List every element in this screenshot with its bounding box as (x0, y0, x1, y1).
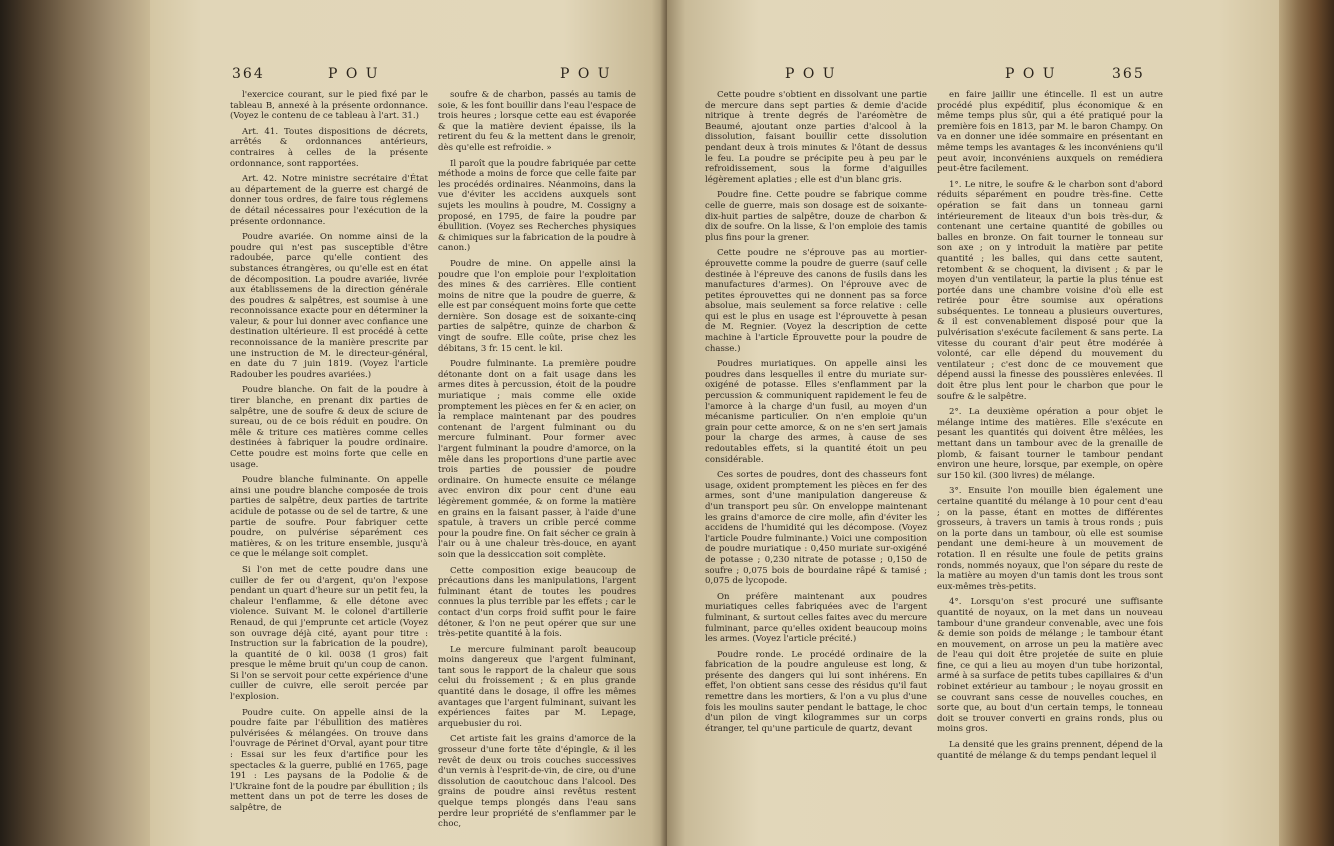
paragraph: Poudre blanche. On fait de la poudre à tirer blanche, en prenant dix parties de salpêtre, une de soufre & deux de sciure de sureau, ou de ce bois réduit en poudre. On mêle & triture ces matières comme celles destinées à fabriquer la poudre ordinaire. Cette poudre est moins forte que celle en usage. (230, 385, 428, 470)
paragraph: l'exercice courant, sur le pied fixé par le tableau B, annexé à la présente ordonnance. (Voyez le contenu de ce tableau à l'art. 31.) (230, 90, 428, 122)
paragraph: 2°. La deuxième opération a pour objet le mélange intime des matières. Elle s'exécute en pesant les quantités qui doivent être mêlées, les mettant dans un tambour avec de la grenaille de plomb, & faisant tourner le tambour pendant environ une heure, lorsque, par exemple, on opère sur 150 kil. (300 livres) de mélange. (937, 407, 1163, 481)
paragraph: Poudre avariée. On nomme ainsi de la poudre qui n'est pas susceptible d'être radoubée, parce qu'elle contient des substances étrangères, ou qu'elle est en état de décomposition. La poudre avariée, livrée aux établissemens de la direction générale des poudres & salpêtres, est soumise à une reconnoissance exacte pour en déterminer la valeur, & pour lui donner avec confiance une destination ultérieure. Il est procédé à cette reconnoissance de la manière prescrite par une instruction de M. le directeur-général, en date du 7 juin 1819. (Voyez l'article Radouber les poudres avariées.) (230, 232, 428, 380)
left-page-stack (0, 0, 150, 846)
left-column-2 (438, 90, 636, 830)
paragraph: Poudre fine. Cette poudre se fabrique comme celle de guerre, mais son dosage est de soixante-dix-huit parties de salpêtre, douze de charbon & dix de soufre. On la lisse, & l'on emploie des tamis plus fins pour la grener. (705, 190, 927, 243)
paragraph: Cette composition exige beaucoup de précautions dans les manipulations, l'argent fulminant étant de toutes les poudres connues la plus terrible par les effets ; car le contact d'un corps froid suffit pour le faire détoner, & l'on ne peut opérer que sur une très-petite quantité à la fois. (438, 565, 636, 640)
left-page-number: 364 (232, 66, 265, 82)
right-page (667, 0, 1279, 846)
left-column-1 (230, 90, 428, 814)
paragraph: 4°. Lorsqu'on s'est procuré une suffisante quantité de noyaux, on la met dans un nouveau tambour d'une grandeur convenable, avec une fois & demie son poids de mélange ; le tambour étant en mouvement, on arrose un peu la matière avec de l'eau qui doit être projetée de suite en pluie fine, ce qui a lieu au moyen d'un tube horizontal, armé à sa surface de petits tubes capillaires & d'un robinet extérieur au tambour ; le noyau grossit en se couvrant sans cesse de nouvelles couches, en sorte que, au bout d'un certain temps, le tonneau doit se trouver converti en grains ronds, plus ou moins gros. (937, 597, 1163, 735)
right-page-stack (1274, 0, 1334, 846)
paragraph: 1°. Le nitre, le soufre & le charbon sont d'abord réduits séparément en poudre très-fine. Cette opération se fait dans un tonneau garni intérieurement de liteaux d'un bois très-dur, & contenant une certaine quantité de gobilles ou balles en bronze. On fait tourner le tonneau sur son axe ; on y introduit la matière par petite quantité ; les balles, qui dans cette sautent, retombent & se choquent, la divisent ; & par le moyen d'un ventilateur, la partie la plus ténue est portée dans une chambre voisine d'où elle est retirée pour être soumise aux opérations subséquentes. Le tonneau a plusieurs ouvertures, & il est convenablement disposé pour que la pulvérisation s'exécute facilement & sans perte. La vitesse du courant d'air peut être modérée à volonté, car elle dépend du mouvement du ventilateur ; c'est donc de ce mouvement que dépend aussi la finesse des poussières enlevées. Il doit être plus lent pour le charbon que pour le soufre & le salpêtre. (937, 179, 1163, 402)
right-running-head-1: P O U (785, 66, 837, 82)
paragraph: Cette poudre ne s'éprouve pas au mortier-éprouvette comme la poudre de guerre (sauf celle destinée à l'épreuve des canons de fusils dans les manufactures d'armes). On l'éprouve avec de petites éprouvettes qui ne donnent pas sa force absolue, mais seulement sa force relative : celle qui est le plus en usage est l'éprouvette à pesan de M. Regnier. (Voyez la description de cette machine à l'article Éprouvette pour la poudre de chasse.) (705, 248, 927, 354)
paragraph: soufre & de charbon, passés au tamis de soie, & les font bouillir dans l'eau l'espace de trois heures ; lorsque cette eau est évaporée & que la matière devient épaisse, ils la retirent du feu & la mettent dans le grenoir, dès qu'elle est refroidie. » (438, 90, 636, 153)
paragraph: Poudre de mine. On appelle ainsi la poudre que l'on emploie pour l'exploitation des mines & des carrières. Elle contient moins de nitre que la poudre de guerre, & elle est par conséquent moins forte que cette dernière. Son dosage est de soixante-cinq parties de salpêtre, quinze de charbon & vingt de soufre. Elle coûte, prise chez les débitans, 3 fr. 15 cent. le kil. (438, 258, 636, 354)
paragraph: Cet artiste fait les grains d'amorce de la grosseur d'une forte tête d'épingle, & il les revêt de deux ou trois couches successives d'un vernis à l'esprit-de-vin, de cire, ou d'une dissolution de caoutchouc dans l'alcool. Des grains de poudre ainsi revêtus restent quelque temps plongés dans l'eau sans perdre leur propriété de s'enflammer par le choc, (438, 734, 636, 830)
left-page (150, 0, 667, 846)
right-running-head-2: P O U (1005, 66, 1057, 82)
paragraph: Poudre cuite. On appelle ainsi de la poudre faite par l'ébullition des matières pulvérisées & mélangées. On trouve dans l'ouvrage de Périnet d'Orval, ayant pour titre : Essai sur les feux d'artifice pour les spectacles & la guerre, publié en 1765, page 191 : Les paysans de la Podolie & de l'Ukraine font de la poudre par ébullition ; ils mettent dans un pot de terre les doses de salpêtre, de (230, 707, 428, 813)
right-column-1 (705, 90, 927, 734)
left-running-head-2: P O U (560, 66, 612, 82)
paragraph: Poudre fulminante. La première poudre détonante dont on a fait usage dans les armes dites à percussion, étoit de la poudre muriatique ; mais comme elle oxide promptement les pièces en fer & en acier, on la remplace maintenant par des poudres contenant de l'argent fulminant ou du mercure fulminant. Pour former avec l'argent fulminant la poudre d'amorce, on la mêle dans les proportions d'une partie avec trois parties de poussier de poudre ordinaire. On humecte ensuite ce mélange avec environ dix pour cent d'une eau légèrement gommée, & on forme la matière en grains en la faisant passer, à l'aide d'une spatule, à travers un crible percé comme pour la poudre fine. On fait sécher ce grain à l'air ou à une chaleur très-douce, en ayant soin que la dessiccation soit complète. (438, 359, 636, 560)
paragraph: 3°. Ensuite l'on mouille bien également une certaine quantité du mélange à 10 pour cent d'eau ; on la passe, étant en mottes de différentes grosseurs, à travers un tamis à trous ronds ; puis on la porte dans un tambour, où elle est soumise pendant une demi-heure à un mouvement de rotation. Il en résulte une foule de petits grains ronds, nommés noyaux, que l'on sépare du reste de la matière au moyen d'un tamis dont les trous sont eux-mêmes très-petits. (937, 486, 1163, 592)
paragraph: Ces sortes de poudres, dont des chasseurs font usage, oxident promptement les pièces en fer des armes, sont d'une manipulation dangereuse & d'un transport peu sûr. On enveloppe maintenant les grains d'amorce de cire molle, afin d'éviter les accidens de l'humidité qui les décompose. (Voyez l'article Poudre fulminante.) Voici une composition de poudre muriatique : 0,450 muriate sur-oxigéné de potasse ; 0,230 nitrate de potasse ; 0,150 de soufre ; 0,075 bois de bourdaine râpé & tamisé ; 0,075 de lycopode. (705, 470, 927, 587)
right-page-number: 365 (1112, 66, 1145, 82)
paragraph: Art. 41. Toutes dispositions de décrets, arrêtés & ordonnances antérieurs, contraires à celles de la présente ordonnance, sont rapportées. (230, 126, 428, 169)
paragraph: Cette poudre s'obtient en dissolvant une partie de mercure dans sept parties & demie d'acide nitrique à trente degrés de l'aréomètre de Beaumé, ajoutant onze parties d'alcool à la dissolution, faisant bouillir cette dissolution pendant deux à trois minutes & l'ôtant de dessus le feu. La poudre se précipite peu à peu par le refroidissement, sous la forme d'aiguilles légèrement aplaties ; elle est d'un blanc gris. (705, 90, 927, 185)
paragraph: en faire jaillir une étincelle. Il est un autre procédé plus expéditif, plus économique & en même temps plus sûr, qui a été pratiqué pour la première fois en 1813, par M. le baron Champy. On va en donner une idée sommaire en présentant en même temps les avantages & les inconvéniens qu'il peut avoir, inconvéniens auxquels on remédiera peut-être facilement. (937, 90, 1163, 175)
paragraph: Poudre blanche fulminante. On appelle ainsi une poudre blanche composée de trois parties de salpêtre, deux parties de tartrite acidule de potasse ou de sel de tartre, & une partie de soufre. Pour fabriquer cette poudre, on pulvérise séparément ces matières, & on les triture ensemble, jusqu'à ce que le mélange soit complet. (230, 475, 428, 560)
paragraph: La densité que les grains prennent, dépend de la quantité de mélange & du temps pendant lequel il (937, 740, 1163, 761)
paragraph: Si l'on met de cette poudre dans une cuiller de fer ou d'argent, qu'on l'expose pendant un quart d'heure sur un petit feu, la chaleur l'enflamme, & elle détone avec violence. Suivant M. le colonel d'artillerie Renaud, de qui j'emprunte cet article (Voyez son ouvrage déjà cité, ayant pour titre : Instruction sur la fabrication de la poudre), la quantité de 0 kil. 0038 (1 gros) fait presque le même bruit qu'un coup de canon. Si l'on se servoit pour cette expérience d'une cuiller de cuivre, elle seroit percée par l'explosion. (230, 564, 428, 703)
right-column-2 (937, 90, 1163, 761)
paragraph: Le mercure fulminant paroît beaucoup moins dangereux que l'argent fulminant, tant sous le rapport de la chaleur que sous celui du froissement ; & en plus grande quantité dans le dosage, il offre les mêmes avantages que l'argent fulminant, suivant les expériences faites par M. Lepage, arquebusier du roi. (438, 644, 636, 729)
paragraph: Art. 42. Notre ministre secrétaire d'État au département de la guerre est chargé de donner tous ordres, de faire tous réglemens de détail nécessaires pour l'exécution de la présente ordonnance. (230, 174, 428, 227)
left-running-head-1: P O U (328, 66, 380, 82)
paragraph: Poudres muriatiques. On appelle ainsi les poudres dans lesquelles il entre du muriate sur-oxigéné de potasse. Elles s'enflamment par la percussion & communiquent rapidement le feu de l'amorce à la charge d'un fusil, au moyen d'un mécanisme particulier. On n'en emploie qu'un grain pour cette amorce, & on ne s'en sert jamais pour la charge des armes, à cause de ses redoutables effets, si la quantité étoit un peu considérable. (705, 359, 927, 465)
paragraph: Poudre ronde. Le procédé ordinaire de la fabrication de la poudre anguleuse est long, & présente des dangers qui lui sont inhérens. En effet, l'on obtient sans cesse des résidus qu'il faut remettre dans les mortiers, & l'on a vu plus d'une fois les moulins sauter pendant le battage, le choc d'un pilon de vingt kilogrammes sur un corps étranger, tel qu'une particule de quartz, devant (705, 649, 927, 734)
paragraph: Il paroît que la poudre fabriquée par cette méthode a moins de force que celle faite par les procédés ordinaires. Néanmoins, dans la vue d'éviter les accidens auxquels sont sujets les moulins à poudre, M. Cossigny a proposé, en 1795, de faire la poudre par ébullition. (Voyez ses Recherches physiques & chimiques sur la fabrication de la poudre à canon.) (438, 158, 636, 254)
paragraph: On préfère maintenant aux poudres muriatiques celles fabriquées avec de l'argent fulminant, & surtout celles faites avec du mercure fulminant, parce qu'elles oxident beaucoup moins les armes. (Voyez l'article précité.) (705, 591, 927, 645)
